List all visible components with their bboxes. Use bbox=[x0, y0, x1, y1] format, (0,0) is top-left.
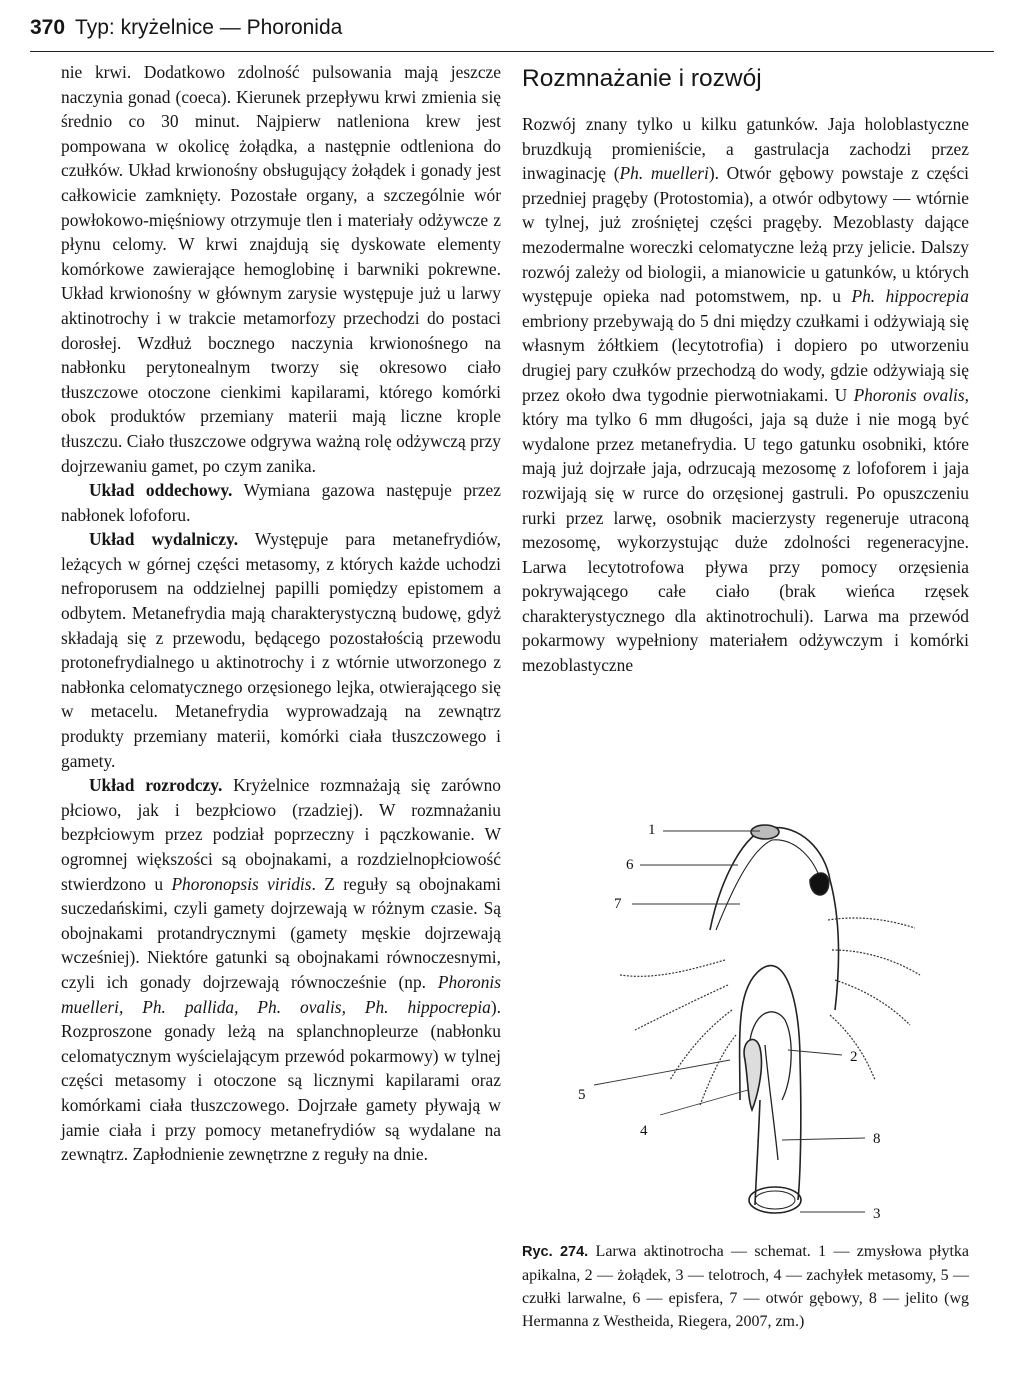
figure-label-1: 1 bbox=[648, 822, 656, 838]
apical-plate-shape bbox=[751, 825, 779, 839]
actinotroch-figure bbox=[560, 800, 960, 1230]
figure-number: Ryc. 274. bbox=[522, 1244, 589, 1260]
run-in-heading-respiratory: Układ oddechowy. bbox=[89, 480, 233, 501]
figure-label-2: 2 bbox=[850, 1049, 858, 1065]
figure-label-5: 5 bbox=[578, 1087, 586, 1103]
development-text-b: ). Otwór gębowy powstaje z części przedniej pragęby (Protostomia), a otwór odbytowy — wtórnie w tylnej, już zrośniętej części pragęby. Mezoblasty dające mezodermalne woreczki celomatyczne leżą przy jelicie. Dalszy rozwój zależy od biologii, a mianowicie u gatunków, u których występuje opieka nad potomstwem, np. u bbox=[522, 163, 970, 307]
running-title: Typ: kryżelnice — Phoronida bbox=[75, 16, 343, 39]
development-text-a: Rozwój znany tylko u kilku gatunków. Jaja holoblastyczne bruzdkują promieniście, a gastrulacja zachodzi przez inwaginację ( bbox=[522, 114, 969, 184]
paragraph-excretory bbox=[61, 527, 501, 773]
species-name: Phoronis ovalis bbox=[853, 384, 965, 405]
respiratory-text: Wymiana gazowa następuje przez nabłonek lofoforu. bbox=[61, 480, 501, 525]
paragraph-circulatory: nie krwi. Dodatkowo zdolność pulsowania mają jeszcze naczynia gonad (coeca). Kierunek przepływu krwi zmienia się średnio co 30 minut. Najpierw natleniona krew jest pompowana w okolicę żołądka, a następnie odtleniona do czułków. Układ krwionośny obsługujący żołądek i gonady jest całkowicie zamknięty. Pozostałe organy, a szczególnie wór powłokowo-mięśniowy otrzymuje tlen i materiały odżywcze z płynu celomy. W krwi znajdują się dyskowate elementy komórkowe zawierające hemoglobinę i barwniki pokrewne. Układ krwionośny w głównym zarysie występuje już u larwy aktinotrochy i w trakcie metamorfozy przechodzi do postaci dorosłej. Wzdłuż bocznego naczynia krwionośnego na nabłonku perytonealnym tworzy się okresowo ciało tłuszczowe otoczone cienkimi kapilarami, którego komórki obok produktów przemiany materii mają liczne krople tłuszczu. Ciało tłuszczowe odgrywa ważną rolę odżywczą przy dojrzewaniu gamet, po czym zanika. bbox=[61, 62, 501, 476]
section-heading: Rozmnażanie i rozwój bbox=[522, 65, 762, 92]
run-in-heading-reproductive: Układ rozrodczy. bbox=[89, 775, 223, 796]
leader-8 bbox=[782, 1138, 865, 1140]
right-column bbox=[522, 64, 969, 678]
species-name: Ph. muelleri bbox=[619, 163, 709, 184]
actinotroch-diagram bbox=[560, 800, 960, 1230]
reproductive-text-b: . Z reguły są obojnakami suczedańskimi, czyli gamety dojrzewają w różnym czasie. Są obojnakami protandrycznymi (gamety męskie dojrzewają wcześniej). Niektóre gatunki są obojnakami równoczesnymi, czyli ich gonady dojrzewają równocześnie (np. bbox=[61, 873, 501, 992]
left-column bbox=[61, 60, 501, 1167]
larva-body-outline bbox=[710, 825, 839, 1213]
figure-label-3: 3 bbox=[873, 1206, 881, 1222]
reproductive-text-c: ). Rozproszone gonady leżą na splanchnopleurze (nabłonku celomatycznym wyścielającym przewód pokarmowy) w tylnej części metasomy i otoczone są licznymi kapilarami oraz komórkami ciała tłuszczowego. Dojrzałe gamety pływają w jamie ciała i przy pomocy metanefrydiów są wydalane na zewnątrz. Zapłodnienie zewnętrzne z reguły na dnie. bbox=[61, 996, 501, 1165]
leader-2 bbox=[788, 1050, 842, 1055]
development-text-c: embriony przebywają do 5 dni między czułkami i odżywiają się własnym żółtkiem (lecytotrofia) i dopiero po utworzeniu drugiej pary czułków przechodzą do wody, gdzie odżywiają się przez około dwa tygodnie pierwotniakami. U bbox=[522, 310, 969, 405]
running-header bbox=[30, 16, 342, 50]
figure-label-7: 7 bbox=[614, 896, 622, 912]
paragraph-development bbox=[522, 112, 969, 678]
figure-label-4: 4 bbox=[640, 1123, 648, 1139]
excretory-text: Występuje para metanefrydiów, leżących w górnej części metasomy, z których każde uchodzi nefroporusem na oddzielnej papilli pomiędzy epistomem a odbytem. Metanefrydia mają charakterystyczną budowę, gdyż składają się z przewodu, będącego pozostałością przewodu protonefrydialnego u aktinotrochy i z wtórnie utworzonego z nabłonka celomatycznego orzęsionego lejka, otwierającego się w metacelu. Metanefrydia wyprowadzają na zewnątrz produkty przemiany materii, komórki ciała tłuszczowego i gamety. bbox=[61, 529, 501, 771]
figure-labels bbox=[578, 822, 881, 1222]
species-name: Ph. hippocrepia bbox=[851, 286, 969, 307]
species-list: Phoronis muelleri, Ph. pallida, Ph. ovalis, Ph. hippocrepia bbox=[61, 971, 501, 1017]
reproductive-text-a: Kryżelnice rozmnażają się zarówno płciowo, jak i bezpłciowo (rzadziej). W rozmnażaniu bezpłciowym przez podział poprzeczny i pączkowanie. W ogromnej większości są obojnakami, a rozdzielnopłciowość stwierdzono u bbox=[61, 775, 501, 894]
page-number: 370 bbox=[30, 16, 66, 39]
development-text-d: , który ma tylko 6 mm długości, jaja są duże i nie mogą być wydalone przez metanefrydia. U tego gatunku osobniki, które mają już dojrzałe jaja, odrzucają mezosomę z lofoforem i jaja rozwijają się w rurce do orzęsionej gastruli. Po opuszczeniu rurki przez larwę, osobnik macierzysty regeneruje utraconą mezosomę, wykorzystując duże zdolności regeneracyjne. Larwa lecytotrofowa pływa przy pomocy orzęsienia pokrywającego całe ciało (brak wieńca rzęsek charakterystycznego dla aktinotrochuli). Larwa ma przewód pokarmowy wypełniony materiałem odżywczym i komórki mezoblastyczne bbox=[522, 384, 969, 676]
caption-text: Larwa aktinotrocha — schemat. 1 — zmysłowa płytka apikalna, 2 — żołądek, 3 — telotroch, 4 — zachyłek metasomy, 5 — czułki larwalne, 6 — episfera, 7 — otwór gębowy, 8 — jelito (wg Hermanna z Westheida, Riegera, 2007, zm.) bbox=[522, 1243, 969, 1330]
run-in-heading-excretory: Układ wydalniczy. bbox=[89, 529, 239, 550]
figure-label-6: 6 bbox=[626, 857, 634, 873]
paragraph-reproductive bbox=[61, 773, 501, 1167]
header-rule bbox=[30, 51, 994, 52]
metasomal-pouch-shape bbox=[744, 1039, 761, 1110]
pigment-spot bbox=[810, 873, 829, 895]
figure-label-8: 8 bbox=[873, 1131, 881, 1147]
paragraph-respiratory bbox=[61, 478, 501, 527]
species-name: Phoronopsis viridis bbox=[171, 873, 312, 894]
figure-caption bbox=[522, 1240, 969, 1333]
